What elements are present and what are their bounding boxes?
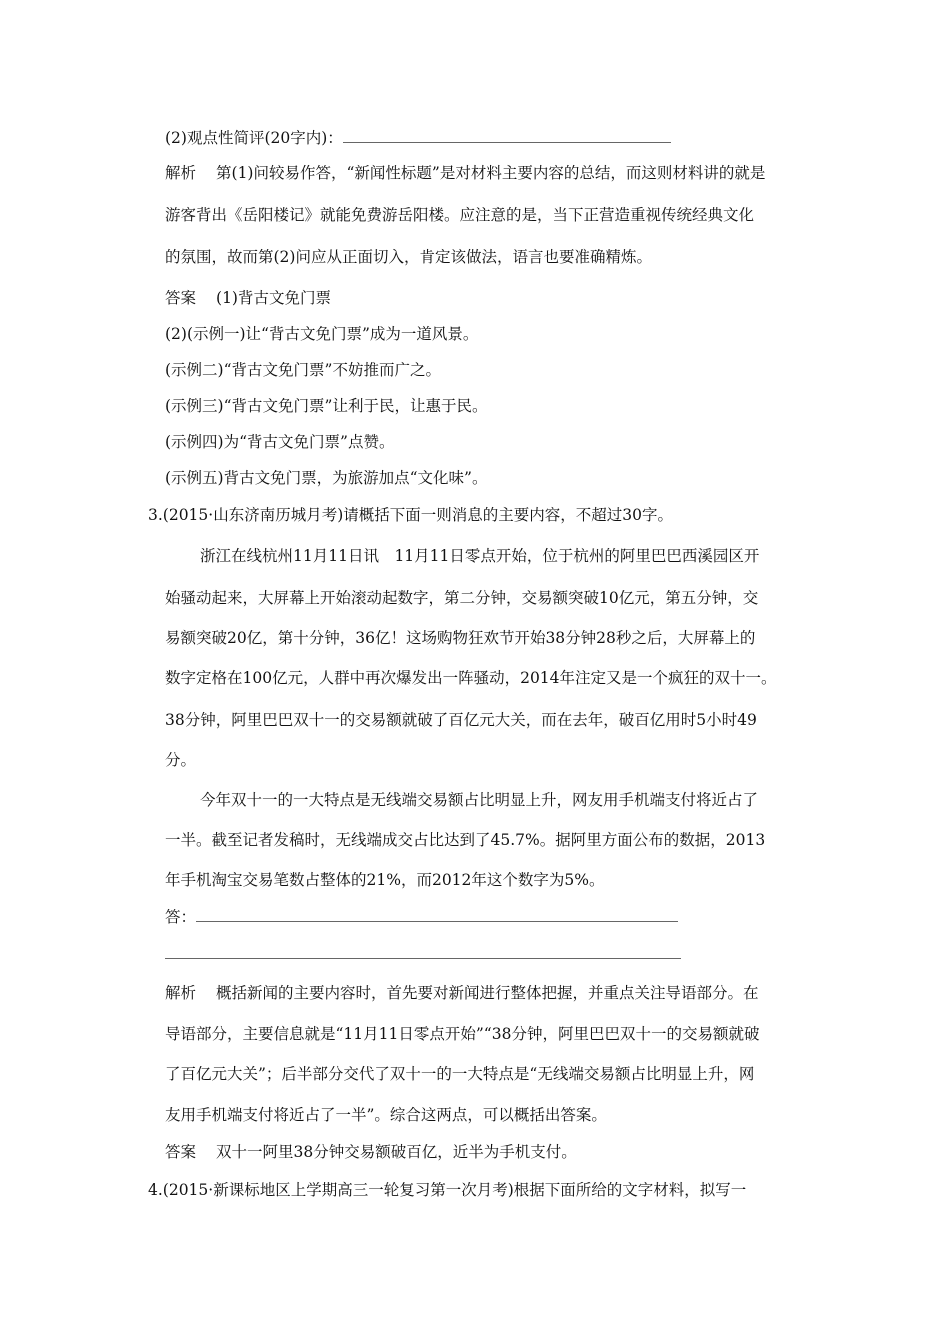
sub-question-2-label: (2)观点性简评(20字内)：: [165, 129, 343, 147]
analysis-text: 第(1)问较易作答，“新闻性标题”是对材料主要内容的总结，而这则材料讲的就是: [216, 164, 766, 182]
passage-line: 38分钟，阿里巴巴双十一的交易额就破了百亿元大关，而在去年，破百亿用时5小时49: [165, 711, 757, 729]
answer-label: 答案: [165, 1143, 197, 1161]
passage-line: 一半。截至记者发稿时，无线端成交占比达到了45.7%。据阿里方面公布的数据，2013: [165, 831, 766, 849]
example-line: (示例五)背古文免门票，为旅游加点“文化味”。: [165, 469, 488, 487]
question-4-prompt: 4.(2015·新课标地区上学期高三一轮复习第一次月考)根据下面所给的文字材料，拟写一: [148, 1181, 747, 1199]
passage-line: 今年双十一的一大特点是无线端交易额占比明显上升，网友用手机端支付将近占了: [200, 791, 759, 809]
answer-blank-line[interactable]: [165, 958, 681, 959]
answer-text: 双十一阿里38分钟交易额破百亿，近半为手机支付。: [216, 1143, 577, 1161]
question-3-prompt: 3.(2015·山东济南历城月考)请概括下面一则消息的主要内容，不超过30字。: [148, 506, 673, 524]
example-line: (示例二)“背古文免门票”不妨推而广之。: [165, 361, 441, 379]
answer-blank[interactable]: [196, 907, 678, 922]
passage-line: 浙江在线杭州11月11日讯 11月11日零点开始，位于杭州的阿里巴巴西溪园区开: [200, 547, 760, 565]
analysis-line-1: [165, 163, 765, 183]
answer-label: 答案: [165, 289, 197, 307]
example-line: (2)(示例一)让“背古文免门票”成为一道风景。: [165, 325, 479, 343]
analysis-label: 解析: [165, 164, 197, 182]
q3-answer-line: [165, 1142, 577, 1162]
q3-analysis-line: 友用手机端支付将近占了一半”。综合这两点，可以概括出答案。: [165, 1106, 607, 1124]
passage-line: 始骚动起来，大屏幕上开始滚动起数字，第二分钟，交易额突破10亿元，第五分钟，交: [165, 589, 759, 607]
answer-blank[interactable]: [343, 128, 671, 143]
analysis-line-3: 的氛围，故而第(2)问应从正面切入，肯定该做法，语言也要准确精炼。: [165, 248, 652, 266]
answer-prompt-line: [165, 907, 678, 927]
passage-line: 数字定格在100亿元，人群中再次爆发出一阵骚动，2014年注定又是一个疯狂的双十一。: [165, 669, 777, 687]
passage-line: 易额突破20亿，第十分钟，36亿！这场购物狂欢节开始38分钟28秒之后，大屏幕上的: [165, 629, 756, 647]
analysis-label: 解析: [165, 984, 197, 1002]
q3-analysis-line-1: [165, 983, 759, 1003]
passage-line: 年手机淘宝交易笔数占整体的21%，而2012年这个数字为5%。: [165, 871, 605, 889]
q3-analysis-line: 了百亿元大关”；后半部分交代了双十一的一大特点是“无线端交易额占比明显上升，网: [165, 1065, 755, 1083]
example-line: (示例三)“背古文免门票”让利于民，让惠于民。: [165, 397, 488, 415]
q3-analysis-line: 导语部分，主要信息就是“11月11日零点开始”“38分钟，阿里巴巴双十一的交易额就破: [165, 1025, 760, 1043]
example-line: (示例四)为“背古文免门票”点赞。: [165, 433, 395, 451]
passage-line: 分。: [165, 751, 197, 769]
analysis-text: 概括新闻的主要内容时，首先要对新闻进行整体把握，并重点关注导语部分。在: [216, 984, 759, 1002]
answer-text: (1)背古文免门票: [216, 289, 331, 307]
answer-line: [165, 288, 331, 308]
answer-prompt: 答：: [165, 908, 197, 926]
sub-question-2: [165, 128, 671, 148]
analysis-line-2: 游客背出《岳阳楼记》就能免费游岳阳楼。应注意的是，当下正营造重视传统经典文化: [165, 206, 755, 224]
